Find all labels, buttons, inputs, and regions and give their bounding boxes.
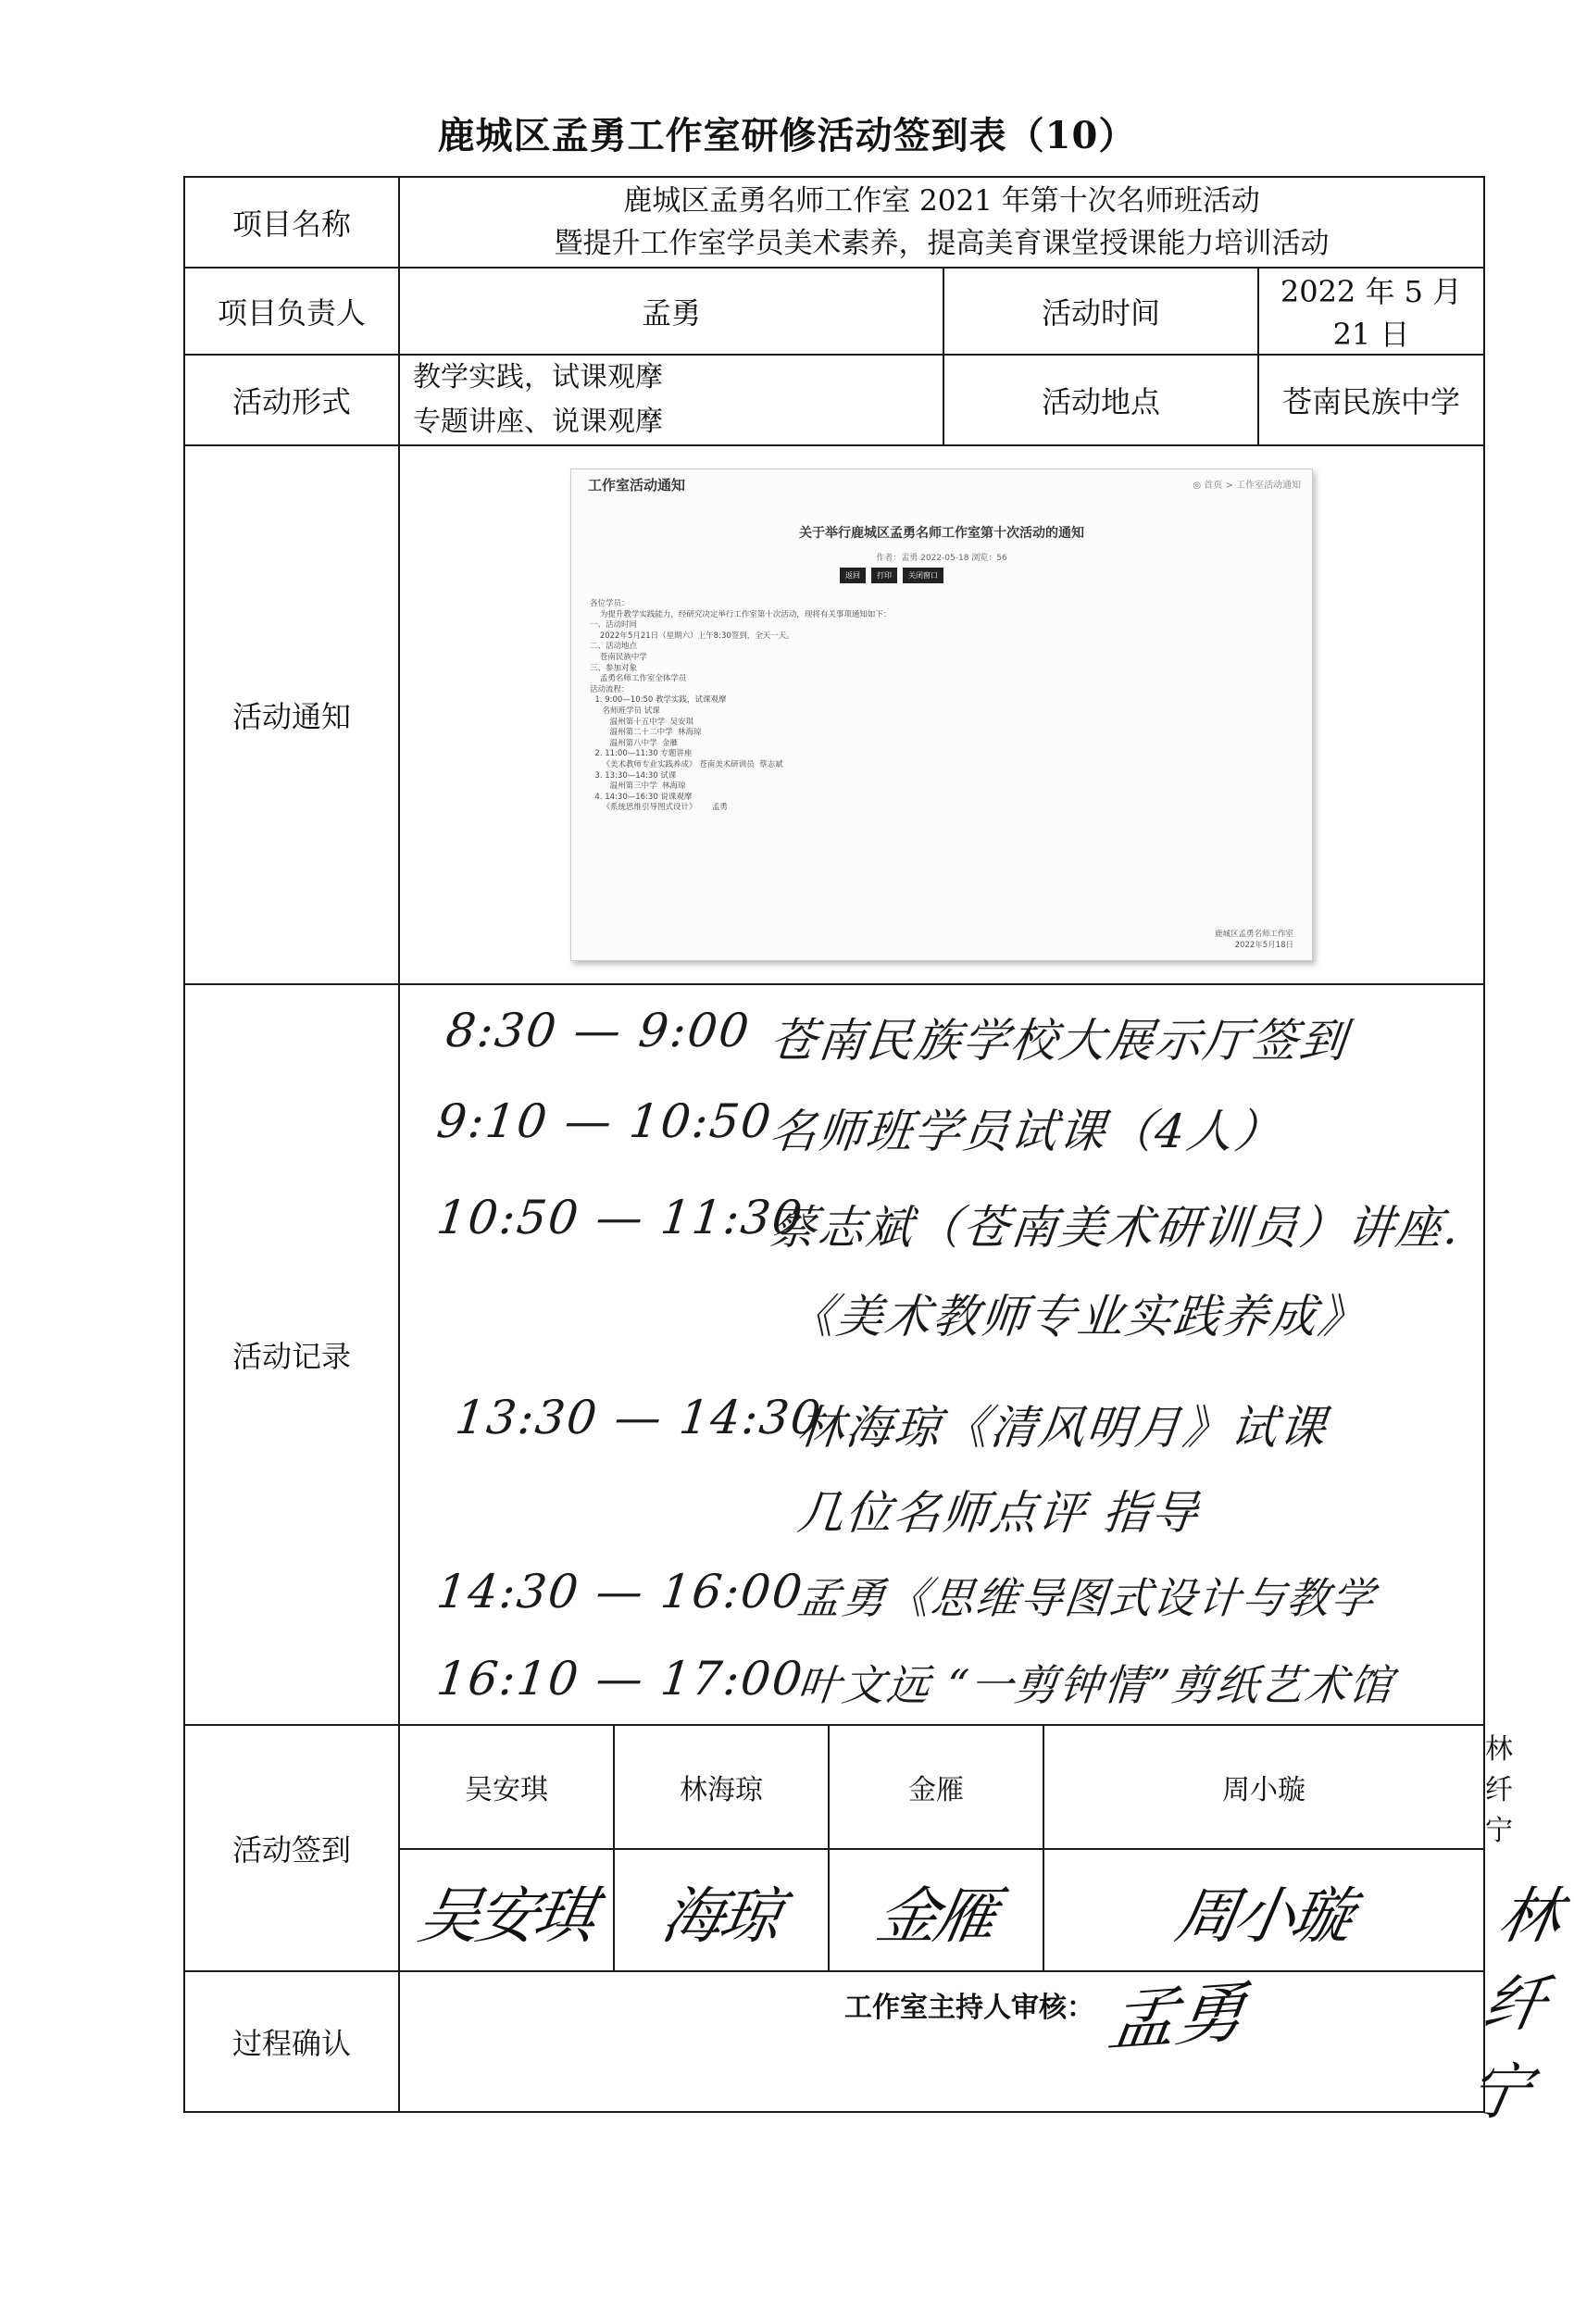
page-title: 鹿城区孟勇工作室研修活动签到表（10） (437, 114, 1137, 157)
record-text: 《美术教师专业实践养成》 (785, 1290, 1369, 1343)
leader-label: 项目负责人 (184, 268, 399, 355)
time-label: 活动时间 (943, 268, 1258, 355)
notice-meta: 作者：孟勇 2022-05-18 浏览：56 (876, 554, 1007, 563)
signin-name: 金雁 (829, 1725, 1043, 1849)
form-label: 活动形式 (184, 355, 399, 445)
notice-buttons (840, 568, 943, 583)
record-text: 名师班学员试课（4人） (767, 1105, 1286, 1158)
time-value: 2022 年 5 月 21 日 (1258, 268, 1484, 355)
record-text: 苍南民族学校大展示厅签到 (767, 1014, 1351, 1068)
handwritten-signature: 吴安琪 (413, 1880, 598, 1952)
record-text: 孟勇《思维导图式设计与教学 (794, 1573, 1379, 1623)
notice-header: 工作室活动通知 (588, 477, 686, 494)
signin-form-table: 项目名称 鹿城区孟勇名师工作室 2021 年第十次名师班活动 暨提升工作室学员美术素养，提高美育课堂授课能力培训活动 项目负责人 孟勇 活动时间 2022 年 5 月 21 日 活动形式 教学实践，试课观摩 专题讲座、说课观摩 活动地点 苍南民族中学 活动通知 工作室活动通知 ◎ 首页 > 工作室活动通知 关于举行鹿城区孟勇名师工作室第十次活动的通知 作者：孟勇 2022-05-18 浏览：56 返回 打印 关闭窗口 各位学员： 为提升教学实践能力，经研究决定举行工作室第十次活动，现将有关事项通知如下： 一、活动时间 2022年5月21日（星期六）上午8:30签到，全天一天。 二、活动地点 苍南民族中学 三、参加对象 孟勇名师工作室全体学员 活动流程： 1. 9:00—10:50 教学实践，试课观摩 名师班学员 试课 温州第十五中学 吴安琪 温州第二十二中学 林海琼 温州第八中学 金雁 2. 11:00—11:30 专题讲座 《美术教师专业实践养成》 苍南美术研训员 蔡志斌 3. 13:30—14:30 试课 温州第三中学 林海琼 4. 14:30—16:30 说课观摩 《系统思维引导图式设计》 孟勇 鹿城区孟勇名师工作室 2022年5月18日 活动记录 8:30 — 9:00 苍南民族学校大展示厅签到 9:10 — 10:50 名师班学员试课（4人） 10:50 — 11:30 蔡志斌（苍南美术研训员）讲座. 《美术教师专业实践养成》 13:30 — 14:30 林海琼《清风明月》试课 几位名师点评 指导 14:30 — 16:00 孟勇《思维导图式设计与教学 16:10 — 17:00 叶文远 “一剪钟情”剪纸艺术馆 活动签到 吴安琪 林海琼 金雁 周小璇 林纤宁 吴安琪 海琼 金雁 周小璇 林纤宁 过程确认 (183, 176, 1485, 2113)
record-time: 10:50 — 11:30 (433, 1191, 807, 1244)
record-time: 9:10 — 10:50 (433, 1094, 776, 1148)
record-time: 14:30 — 16:00 (433, 1565, 807, 1618)
record-text: 蔡志斌（苍南美术研训员）讲座. (767, 1201, 1464, 1255)
record-time: 8:30 — 9:00 (443, 1004, 754, 1057)
project-name-line2: 暨提升工作室学员美术素养，提高美育课堂授课能力培训活动 (554, 227, 1330, 260)
notice-close-button: 关闭窗口 (903, 568, 943, 583)
notice-sign-date: 2022年5月18日 (1234, 941, 1294, 950)
form-value (399, 355, 943, 445)
leader-value: 孟勇 (399, 268, 943, 355)
record-text: 叶文远 “一剪钟情”剪纸艺术馆 (794, 1660, 1397, 1710)
notice-body: 各位学员： 为提升教学实践能力，经研究决定举行工作室第十次活动，现将有关事项通知如下： 一、活动时间 2022年5月21日（星期六）上午8:30签到，全天一天。 二、活动地点 苍南民族中学 三、参加对象 孟勇名师工作室全体学员 活动流程： 1. 9:00—10:50 教学实践，试课观摩 名师班学员 试课 温州第十五中学 吴安琪 温州第二十二中学 林海琼 温州第八中学 金雁 2. 11:00—11:30 专题讲座 《美术教师专业实践养成》 苍南美术研训员 蔡志斌 3. 13:30—14:30 试课 温州第三中学 林海琼 4. 14:30—16:30 说课观摩 《系统思维引导图式设计》 孟勇 (590, 599, 892, 813)
signin-label: 活动签到 (184, 1725, 399, 1971)
record-label: 活动记录 (184, 984, 399, 1725)
notice-screenshot (570, 469, 1313, 961)
confirm-label: 过程确认 (184, 1971, 399, 2112)
signature-cell (614, 1849, 829, 1971)
handwritten-signature: 周小璇 (1170, 1880, 1355, 1952)
record-time: 16:10 — 17:00 (433, 1652, 807, 1706)
record-text: 林海琼《清风明月》试课 (794, 1401, 1330, 1455)
notice-print-button: 打印 (871, 568, 897, 583)
form-line1: 教学实践，试课观摩 (413, 361, 663, 394)
record-handwriting (400, 985, 1483, 1724)
notice-sign-org: 鹿城区孟勇名师工作室 (1215, 930, 1294, 939)
record-time: 13:30 — 14:30 (452, 1391, 826, 1444)
handwritten-signature: 金雁 (871, 1880, 999, 1952)
signature-cell (399, 1849, 614, 1971)
handwritten-signature: 海琼 (656, 1880, 784, 1952)
notice-title: 关于举行鹿城区孟勇名师工作室第十次活动的通知 (799, 526, 1085, 541)
notice-signature (1215, 929, 1293, 951)
place-value: 苍南民族中学 (1258, 355, 1484, 445)
form-line2: 专题讲座、说课观摩 (413, 406, 663, 438)
notice-label: 活动通知 (184, 445, 399, 984)
signin-name: 吴安琪 (399, 1725, 614, 1849)
notice-breadcrumb: ◎ 首页 > 工作室活动通知 (1193, 481, 1302, 491)
signature-cell (829, 1849, 1043, 1971)
handwritten-signature: 林纤宁 (1462, 1880, 1564, 2128)
signature-cell (1043, 1849, 1484, 1971)
record-cell (399, 984, 1484, 1725)
reviewer-label: 工作室主持人审核： (844, 1992, 1094, 2024)
notice-back-button: 返回 (840, 568, 866, 583)
project-name-line1: 鹿城区孟勇名师工作室 2021 年第十次名师班活动 (623, 184, 1260, 218)
signin-name: 林海琼 (614, 1725, 829, 1849)
record-text: 几位名师点评 指导 (794, 1486, 1203, 1540)
signin-name: 周小璇 (1043, 1725, 1484, 1849)
project-name-label: 项目名称 (184, 177, 399, 268)
reviewer-signature: 孟勇 (1104, 1973, 1251, 2060)
notice-cell (399, 445, 1484, 984)
project-name-value (399, 177, 1484, 268)
place-label: 活动地点 (943, 355, 1258, 445)
